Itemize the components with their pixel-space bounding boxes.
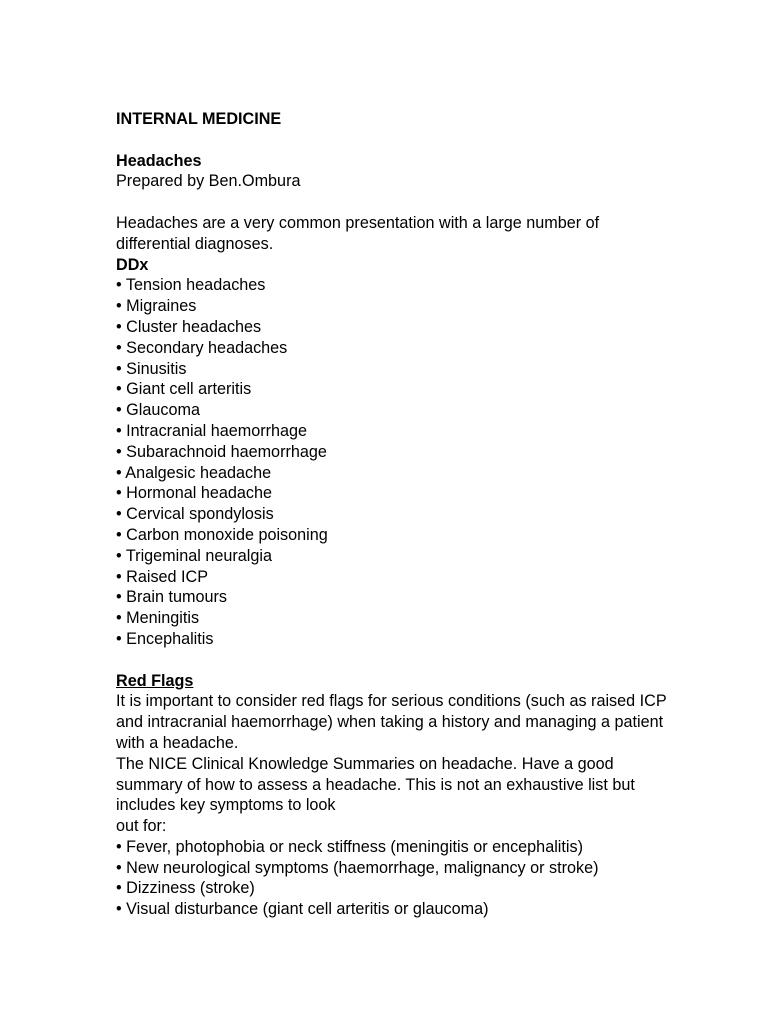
red-flag-list-item-text: New neurological symptoms (haemorrhage, malignancy or stroke) [126, 858, 599, 877]
intro-paragraph: Headaches are a very common presentation with a large number of differential diagnoses. [116, 213, 600, 253]
ddx-heading: DDx [116, 255, 149, 274]
ddx-list-item [116, 629, 676, 650]
bullet-icon: • [116, 858, 122, 877]
ddx-list-item-text: Carbon monoxide poisoning [126, 525, 328, 544]
document-title: Headaches [116, 151, 202, 170]
ddx-list-item [116, 442, 676, 463]
red-flag-list [116, 837, 676, 920]
bullet-icon: • [116, 276, 122, 295]
ddx-list-item [116, 317, 676, 338]
bullet-icon: • [116, 900, 122, 919]
ddx-list-item [116, 296, 676, 317]
document-header: INTERNAL MEDICINE [116, 110, 282, 128]
ddx-list-item-text: Subarachnoid haemorrhage [126, 442, 327, 461]
red-flags-paragraph-1: It is important to consider red flags for serious conditions (such as raised ICP and intracranial haemorrhage) when taking a history and managing a patient with a headache. [116, 692, 667, 752]
ddx-list-item-text: Giant cell arteritis [126, 380, 252, 399]
bullet-icon: • [116, 609, 122, 628]
bullet-icon: • [116, 380, 122, 399]
red-flag-list-item-text: Visual disturbance (giant cell arteritis or glaucoma) [126, 900, 489, 919]
spacer [116, 130, 676, 151]
ddx-list-item-text: Secondary headaches [126, 338, 288, 357]
ddx-list-item [116, 463, 676, 484]
ddx-list-item [116, 608, 676, 629]
ddx-list-item [116, 567, 676, 588]
ddx-list-item-text: Trigeminal neuralgia [125, 546, 272, 565]
bullet-icon: • [116, 338, 122, 357]
red-flag-list-item-text: Dizziness (stroke) [126, 879, 255, 898]
red-flags-paragraph-2: The NICE Clinical Knowledge Summaries on headache. Have a good summary of how to assess a headache. This is not an exhaustive list but includes key symptoms to look [116, 754, 635, 815]
ddx-list-item [116, 483, 676, 504]
bullet-icon: • [116, 629, 122, 648]
document-page [116, 109, 676, 920]
ddx-list-item-text: Brain tumours [126, 588, 227, 607]
ddx-list [116, 275, 676, 649]
ddx-list-item [116, 525, 676, 546]
red-flag-list-item [116, 837, 676, 858]
bullet-icon: • [116, 442, 122, 461]
bullet-icon: • [116, 317, 122, 336]
bullet-icon: • [116, 359, 122, 378]
ddx-list-item-text: Encephalitis [126, 629, 214, 648]
ddx-list-item-text: Glaucoma [126, 401, 200, 420]
ddx-list-item-text: Tension headaches [125, 276, 266, 295]
red-flag-list-item [116, 878, 676, 899]
ddx-list-item [116, 359, 676, 380]
spacer [116, 192, 676, 213]
ddx-list-item [116, 400, 676, 421]
red-flag-list-item-text: Fever, photophobia or neck stiffness (meningitis or encephalitis) [126, 837, 583, 856]
document-author: Prepared by Ben.Ombura [116, 172, 301, 191]
ddx-list-item-text: Cervical spondylosis [126, 505, 274, 524]
bullet-icon: • [116, 879, 122, 898]
ddx-list-item [116, 587, 676, 608]
ddx-list-item-text: Cluster headaches [126, 317, 262, 336]
ddx-list-item [116, 504, 676, 525]
ddx-list-item-text: Raised ICP [126, 567, 209, 586]
red-flags-heading: Red Flags [116, 671, 194, 690]
spacer [116, 650, 676, 671]
bullet-icon: • [116, 837, 122, 856]
bullet-icon: • [116, 463, 122, 482]
ddx-list-item-text: Intracranial haemorrhage [126, 421, 308, 440]
bullet-icon: • [116, 588, 122, 607]
ddx-list-item [116, 421, 676, 442]
ddx-list-item [116, 275, 676, 296]
ddx-list-item-text: Migraines [126, 297, 197, 316]
red-flags-paragraph-2-end: out for: [116, 817, 167, 836]
bullet-icon: • [116, 421, 122, 440]
red-flag-list-item [116, 858, 676, 879]
ddx-list-item-text: Meningitis [126, 609, 200, 628]
bullet-icon: • [116, 401, 122, 420]
bullet-icon: • [116, 505, 122, 524]
bullet-icon: • [116, 567, 122, 586]
ddx-list-item [116, 338, 676, 359]
red-flag-list-item [116, 899, 676, 920]
ddx-list-item-text: Sinusitis [126, 359, 187, 378]
ddx-list-item-text: Hormonal headache [126, 484, 272, 503]
bullet-icon: • [116, 525, 122, 544]
ddx-list-item-text: Analgesic headache [125, 463, 272, 482]
ddx-list-item [116, 546, 676, 567]
bullet-icon: • [116, 297, 122, 316]
bullet-icon: • [116, 546, 122, 565]
ddx-list-item [116, 379, 676, 400]
bullet-icon: • [116, 484, 122, 503]
